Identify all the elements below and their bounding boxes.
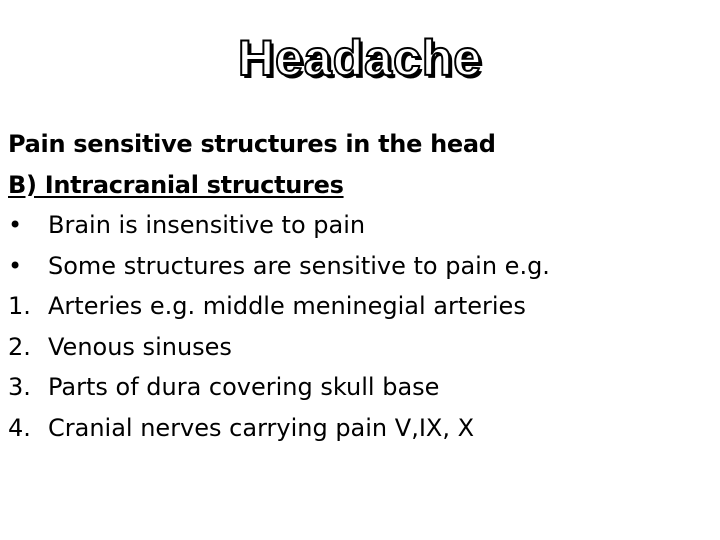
- slide-title: Headache: [237, 30, 483, 86]
- numbered-text: Parts of dura covering skull base: [48, 373, 440, 401]
- bullet-item: [8, 246, 708, 287]
- numbered-text: Venous sinuses: [48, 332, 232, 361]
- number-marker: 4.: [8, 413, 31, 442]
- number-marker: 2.: [8, 332, 31, 361]
- numbered-text: Cranial nerves carrying pain V,IX, X: [48, 413, 475, 442]
- bullet-text: Some structures are sensitive to pain e.g.: [48, 251, 550, 280]
- section-subheading: B) Intracranial structures: [8, 170, 344, 199]
- slide-content: [8, 124, 708, 448]
- bullet-marker: •: [8, 251, 23, 280]
- bullet-marker: •: [8, 211, 23, 239]
- bullet-text: Brain is insensitive to pain: [48, 211, 366, 239]
- numbered-item: [8, 327, 708, 368]
- number-marker: 3.: [8, 373, 31, 401]
- numbered-item: [8, 286, 708, 327]
- bullet-item: [8, 205, 708, 246]
- number-marker: 1.: [8, 292, 31, 320]
- numbered-item: [8, 408, 708, 449]
- numbered-item: [8, 367, 708, 408]
- numbered-text: Arteries e.g. middle meninegial arteries: [48, 292, 526, 320]
- section-heading: Pain sensitive structures in the head: [8, 130, 496, 158]
